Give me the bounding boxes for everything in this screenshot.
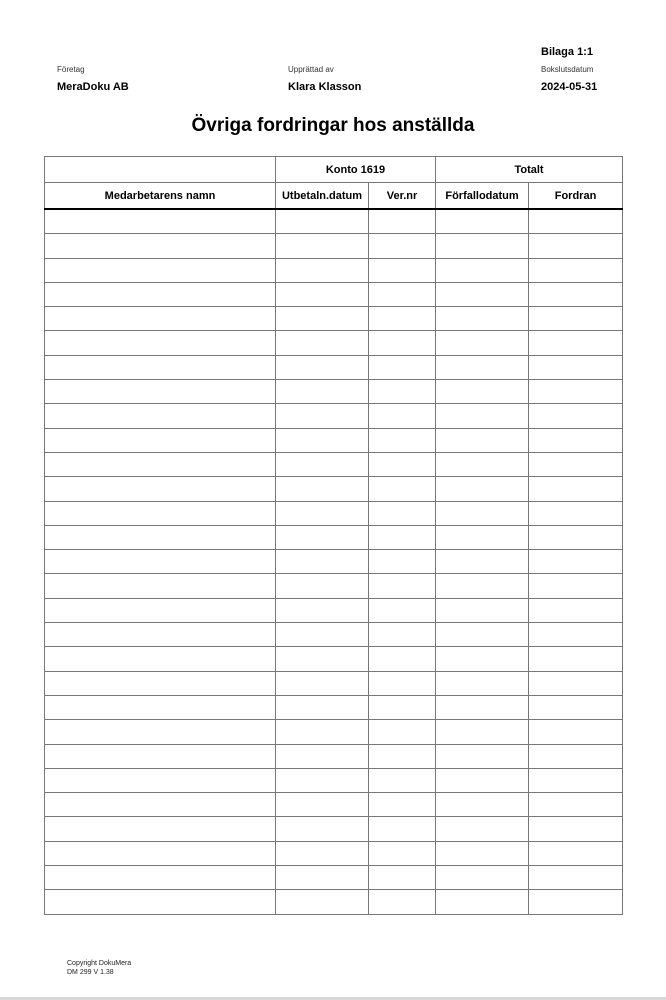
table-cell[interactable] bbox=[529, 647, 623, 671]
table-cell[interactable] bbox=[369, 817, 436, 841]
table-cell[interactable] bbox=[369, 380, 436, 404]
column-header-payment-date: Utbetaln.datum bbox=[276, 183, 369, 210]
copyright-text: Copyright DokuMera bbox=[67, 960, 132, 967]
table-row bbox=[45, 793, 623, 817]
table-cell[interactable] bbox=[45, 841, 276, 865]
table-cell[interactable] bbox=[436, 890, 529, 914]
table-cell[interactable] bbox=[369, 209, 436, 234]
table-cell[interactable] bbox=[276, 574, 369, 598]
table-cell[interactable] bbox=[276, 355, 369, 379]
table-cell[interactable] bbox=[529, 671, 623, 695]
table-cell[interactable] bbox=[529, 866, 623, 890]
table-cell[interactable] bbox=[45, 477, 276, 501]
table-cell[interactable] bbox=[45, 793, 276, 817]
table-cell[interactable] bbox=[45, 598, 276, 622]
table-cell[interactable] bbox=[45, 355, 276, 379]
table-cell[interactable] bbox=[436, 258, 529, 282]
receivables-table bbox=[44, 156, 623, 915]
table-cell[interactable] bbox=[436, 355, 529, 379]
table-cell[interactable] bbox=[369, 477, 436, 501]
table-cell[interactable] bbox=[529, 550, 623, 574]
table-cell[interactable] bbox=[529, 720, 623, 744]
closing-date-value: 2024-05-31 bbox=[541, 81, 598, 93]
table-cell[interactable] bbox=[45, 307, 276, 331]
table-row bbox=[45, 695, 623, 719]
table-cell[interactable] bbox=[529, 695, 623, 719]
table-cell[interactable] bbox=[45, 866, 276, 890]
table-cell[interactable] bbox=[45, 671, 276, 695]
table-cell[interactable] bbox=[436, 695, 529, 719]
table-cell[interactable] bbox=[436, 428, 529, 452]
closing-date-label: Bokslutsdatum bbox=[541, 65, 594, 74]
table-row bbox=[45, 623, 623, 647]
table-cell[interactable] bbox=[369, 282, 436, 306]
table-row bbox=[45, 428, 623, 452]
table-cell[interactable] bbox=[369, 258, 436, 282]
table-cell[interactable] bbox=[369, 866, 436, 890]
table-cell[interactable] bbox=[529, 817, 623, 841]
table-cell[interactable] bbox=[529, 404, 623, 428]
table-row bbox=[45, 768, 623, 792]
table-cell[interactable] bbox=[276, 404, 369, 428]
table-cell[interactable] bbox=[436, 380, 529, 404]
table-cell[interactable] bbox=[369, 550, 436, 574]
table-cell[interactable] bbox=[276, 647, 369, 671]
table-cell[interactable] bbox=[276, 282, 369, 306]
table-cell[interactable] bbox=[369, 647, 436, 671]
table-row bbox=[45, 282, 623, 306]
table-cell[interactable] bbox=[529, 428, 623, 452]
table-row bbox=[45, 598, 623, 622]
table-cell[interactable] bbox=[436, 404, 529, 428]
table-row bbox=[45, 258, 623, 282]
table-cell[interactable] bbox=[45, 209, 276, 234]
table-cell[interactable] bbox=[436, 501, 529, 525]
table-cell[interactable] bbox=[436, 307, 529, 331]
table-cell[interactable] bbox=[529, 380, 623, 404]
table-row bbox=[45, 671, 623, 695]
table-cell[interactable] bbox=[276, 331, 369, 355]
table-cell[interactable] bbox=[529, 331, 623, 355]
table-cell[interactable] bbox=[45, 744, 276, 768]
table-cell[interactable] bbox=[436, 817, 529, 841]
table-cell[interactable] bbox=[45, 817, 276, 841]
table-cell[interactable] bbox=[276, 890, 369, 914]
table-cell[interactable] bbox=[436, 744, 529, 768]
table-cell[interactable] bbox=[45, 623, 276, 647]
table-cell[interactable] bbox=[369, 720, 436, 744]
table-cell[interactable] bbox=[436, 768, 529, 792]
table-cell[interactable] bbox=[45, 647, 276, 671]
table-cell[interactable] bbox=[436, 525, 529, 549]
table-cell[interactable] bbox=[276, 234, 369, 258]
table-cell[interactable] bbox=[369, 841, 436, 865]
table-cell[interactable] bbox=[529, 890, 623, 914]
table-cell[interactable] bbox=[276, 744, 369, 768]
table-cell[interactable] bbox=[276, 307, 369, 331]
table-row bbox=[45, 355, 623, 379]
table-cell[interactable] bbox=[45, 331, 276, 355]
column-header-name: Medarbetarens namn bbox=[45, 183, 276, 210]
table-cell[interactable] bbox=[369, 744, 436, 768]
table-cell[interactable] bbox=[45, 234, 276, 258]
company-name: MeraDoku AB bbox=[57, 81, 129, 93]
table-cell[interactable] bbox=[436, 647, 529, 671]
table-cell[interactable] bbox=[529, 841, 623, 865]
table-cell[interactable] bbox=[369, 234, 436, 258]
table-cell[interactable] bbox=[369, 598, 436, 622]
table-cell[interactable] bbox=[276, 817, 369, 841]
column-header-voucher-no: Ver.nr bbox=[369, 183, 436, 210]
table-row bbox=[45, 234, 623, 258]
table-cell[interactable] bbox=[436, 452, 529, 476]
table-cell[interactable] bbox=[369, 452, 436, 476]
table-cell[interactable] bbox=[369, 768, 436, 792]
group-header-empty bbox=[45, 157, 276, 183]
table-row bbox=[45, 501, 623, 525]
table-cell[interactable] bbox=[529, 501, 623, 525]
table-cell[interactable] bbox=[436, 793, 529, 817]
table-cell[interactable] bbox=[276, 477, 369, 501]
table-row bbox=[45, 307, 623, 331]
table-row bbox=[45, 720, 623, 744]
table-cell[interactable] bbox=[436, 623, 529, 647]
table-cell[interactable] bbox=[276, 209, 369, 234]
table-cell[interactable] bbox=[529, 598, 623, 622]
table-cell[interactable] bbox=[529, 793, 623, 817]
table-cell[interactable] bbox=[369, 501, 436, 525]
table-cell[interactable] bbox=[276, 768, 369, 792]
table-row bbox=[45, 380, 623, 404]
table-cell[interactable] bbox=[45, 428, 276, 452]
table-cell[interactable] bbox=[45, 525, 276, 549]
table-row bbox=[45, 574, 623, 598]
table-cell[interactable] bbox=[369, 355, 436, 379]
table-cell[interactable] bbox=[436, 234, 529, 258]
table-cell[interactable] bbox=[369, 671, 436, 695]
table-row bbox=[45, 866, 623, 890]
table-row bbox=[45, 477, 623, 501]
table-cell[interactable] bbox=[529, 234, 623, 258]
table-cell[interactable] bbox=[436, 720, 529, 744]
table-row bbox=[45, 209, 623, 234]
table-cell[interactable] bbox=[529, 452, 623, 476]
table-cell[interactable] bbox=[529, 768, 623, 792]
table-cell[interactable] bbox=[45, 695, 276, 719]
table-cell[interactable] bbox=[369, 793, 436, 817]
table-cell[interactable] bbox=[276, 695, 369, 719]
table-cell[interactable] bbox=[45, 720, 276, 744]
table-cell[interactable] bbox=[529, 355, 623, 379]
table-cell[interactable] bbox=[45, 380, 276, 404]
table-cell[interactable] bbox=[529, 282, 623, 306]
column-header-due-date: Förfallodatum bbox=[436, 183, 529, 210]
table-cell[interactable] bbox=[529, 574, 623, 598]
table-cell[interactable] bbox=[369, 695, 436, 719]
table-cell[interactable] bbox=[45, 404, 276, 428]
table-cell[interactable] bbox=[276, 258, 369, 282]
table-cell[interactable] bbox=[45, 501, 276, 525]
table-cell[interactable] bbox=[369, 331, 436, 355]
company-label: Företag bbox=[57, 65, 85, 74]
table-cell[interactable] bbox=[276, 623, 369, 647]
column-header-row bbox=[45, 183, 623, 210]
table-cell[interactable] bbox=[276, 501, 369, 525]
table-cell[interactable] bbox=[276, 428, 369, 452]
table-cell[interactable] bbox=[276, 866, 369, 890]
table-cell[interactable] bbox=[276, 550, 369, 574]
appendix-label: Bilaga 1:1 bbox=[541, 46, 593, 58]
table-cell[interactable] bbox=[276, 841, 369, 865]
table-cell[interactable] bbox=[369, 574, 436, 598]
total-group-header: Totalt bbox=[436, 157, 623, 183]
table-cell[interactable] bbox=[369, 525, 436, 549]
table-cell[interactable] bbox=[369, 623, 436, 647]
table-row bbox=[45, 817, 623, 841]
version-text: DM 299 V 1.38 bbox=[67, 969, 114, 976]
table-cell[interactable] bbox=[436, 550, 529, 574]
table-cell[interactable] bbox=[529, 744, 623, 768]
table-cell[interactable] bbox=[276, 452, 369, 476]
page-title: Övriga fordringar hos anställda bbox=[191, 115, 475, 136]
table-cell[interactable] bbox=[45, 452, 276, 476]
table-cell[interactable] bbox=[369, 890, 436, 914]
table-cell[interactable] bbox=[436, 331, 529, 355]
table-row bbox=[45, 841, 623, 865]
table-row bbox=[45, 744, 623, 768]
table-row bbox=[45, 452, 623, 476]
table-cell[interactable] bbox=[45, 258, 276, 282]
table-cell[interactable] bbox=[369, 404, 436, 428]
table-row bbox=[45, 404, 623, 428]
table-cell[interactable] bbox=[529, 525, 623, 549]
table-cell[interactable] bbox=[276, 671, 369, 695]
table-cell[interactable] bbox=[436, 841, 529, 865]
table-cell[interactable] bbox=[276, 380, 369, 404]
table-cell[interactable] bbox=[45, 282, 276, 306]
table-cell[interactable] bbox=[436, 282, 529, 306]
table-row bbox=[45, 331, 623, 355]
table-cell[interactable] bbox=[529, 209, 623, 234]
table-cell[interactable] bbox=[436, 574, 529, 598]
table-cell[interactable] bbox=[529, 307, 623, 331]
table-cell[interactable] bbox=[276, 793, 369, 817]
table-cell[interactable] bbox=[45, 890, 276, 914]
table-cell[interactable] bbox=[45, 574, 276, 598]
table-cell[interactable] bbox=[276, 525, 369, 549]
prepared-by-label: Upprättad av bbox=[288, 65, 334, 74]
table-cell[interactable] bbox=[436, 209, 529, 234]
table-cell[interactable] bbox=[436, 477, 529, 501]
table-cell[interactable] bbox=[276, 598, 369, 622]
table-row bbox=[45, 550, 623, 574]
table-cell[interactable] bbox=[369, 428, 436, 452]
table-cell[interactable] bbox=[529, 623, 623, 647]
table-row bbox=[45, 647, 623, 671]
table-cell[interactable] bbox=[529, 477, 623, 501]
column-header-receivable: Fordran bbox=[529, 183, 623, 210]
table-cell[interactable] bbox=[45, 550, 276, 574]
table-cell[interactable] bbox=[45, 768, 276, 792]
footer bbox=[67, 959, 131, 977]
table-cell[interactable] bbox=[436, 671, 529, 695]
table-cell[interactable] bbox=[276, 720, 369, 744]
table-cell[interactable] bbox=[529, 258, 623, 282]
prepared-by-name: Klara Klasson bbox=[288, 81, 362, 93]
table-cell[interactable] bbox=[436, 598, 529, 622]
table-cell[interactable] bbox=[369, 307, 436, 331]
table-cell[interactable] bbox=[436, 866, 529, 890]
account-group-header: Konto 1619 bbox=[276, 157, 436, 183]
group-header-row bbox=[45, 157, 623, 183]
table-row bbox=[45, 890, 623, 914]
table-row bbox=[45, 525, 623, 549]
